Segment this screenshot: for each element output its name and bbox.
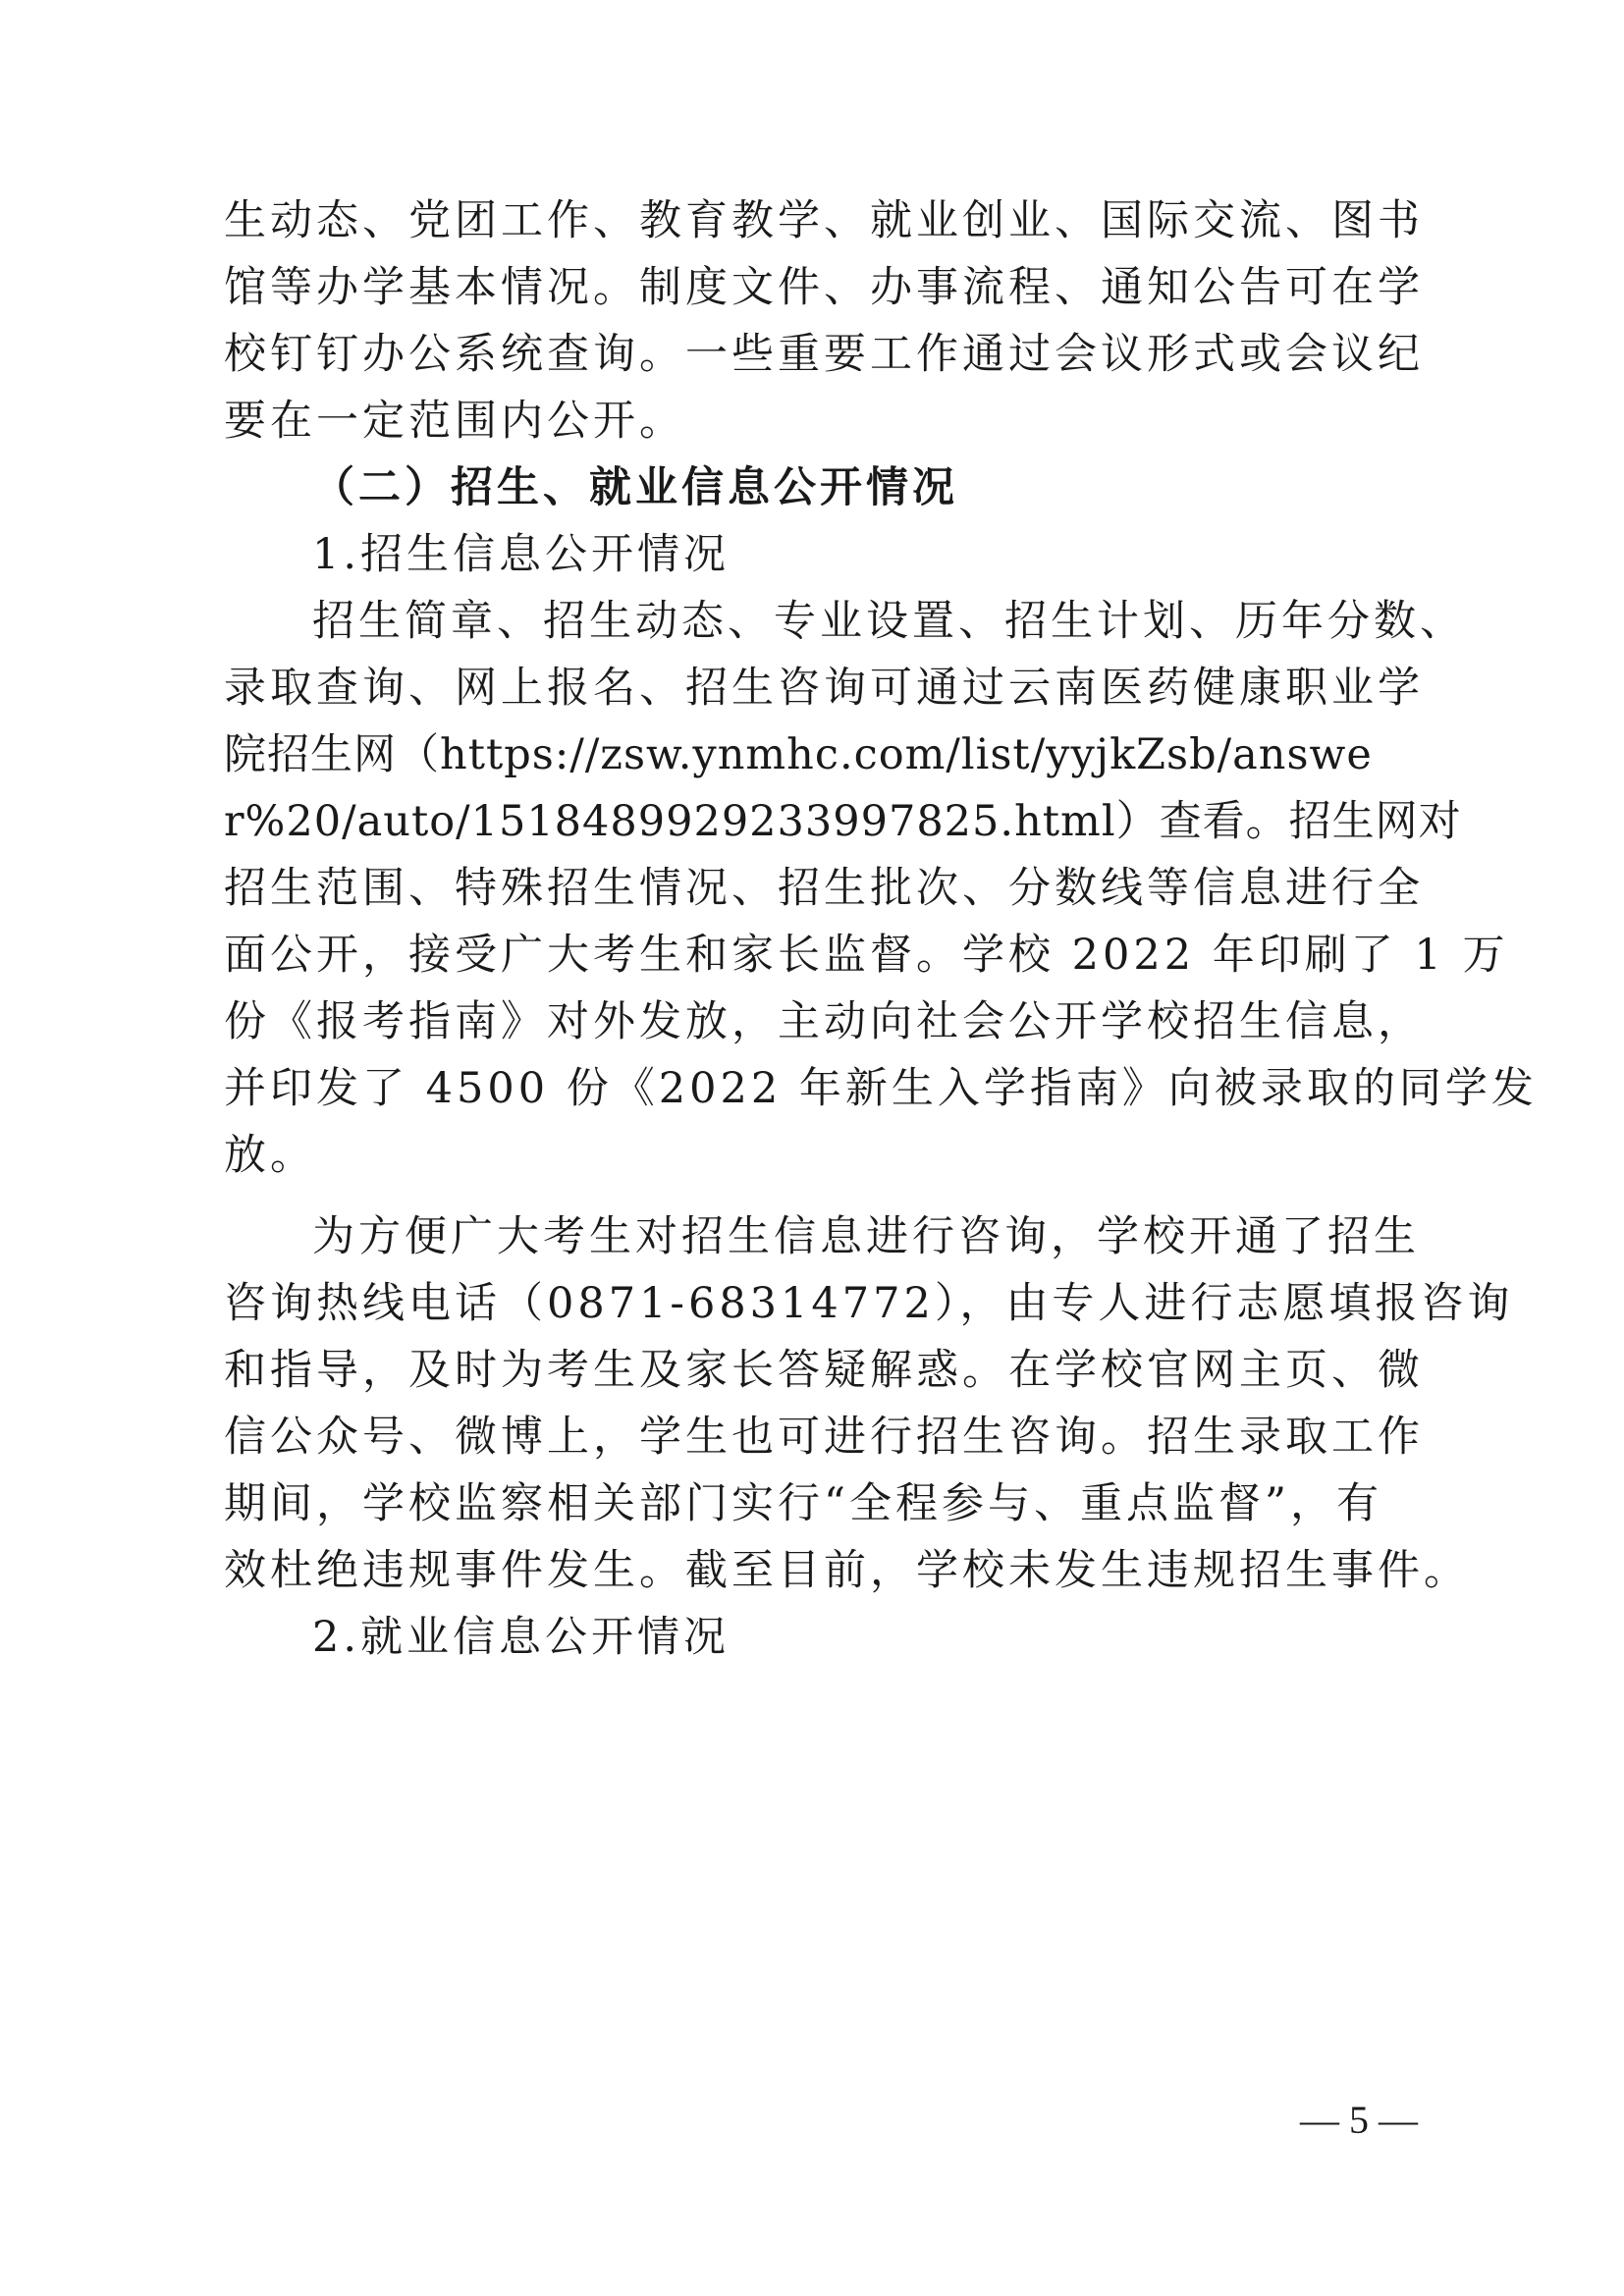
paragraph-line: 期间，学校监察相关部门实行“全程参与、重点监督”，有: [224, 1479, 1382, 1528]
paragraph-line: 为方便广大考生对招生信息进行咨询，学校开通了招生: [312, 1212, 1420, 1261]
paragraph-line: 效杜绝违规事件发生。截至目前，学校未发生违规招生事件。: [224, 1546, 1470, 1595]
page-number: — 5 —: [1300, 2098, 1418, 2142]
paragraph-line: 信公众号、微博上，学生也可进行招生咨询。招生录取工作: [224, 1413, 1424, 1462]
paragraph-line: 招生简章、招生动态、专业设置、招生计划、历年分数、: [312, 597, 1466, 646]
paragraph-line: 录取查询、网上报名、招生咨询可通过云南医药健康职业学: [224, 664, 1424, 713]
subsection-heading: 2.就业信息公开情况: [312, 1613, 731, 1662]
paragraph-line: 并印发了 4500 份《2022 年新生入学指南》向被录取的同学发: [224, 1064, 1538, 1113]
paragraph-line: 面公开，接受广大考生和家长监督。学校 2022 年印刷了 1 万: [224, 931, 1509, 980]
paragraph-line: 和指导，及时为考生及家长答疑解惑。在学校官网主页、微: [224, 1346, 1424, 1395]
paragraph-line: 要在一定范围内公开。: [224, 397, 685, 446]
paragraph-line: 咨询热线电话（0871-68314772），由专人进行志愿填报咨询: [224, 1279, 1514, 1328]
paragraph-line: 校钉钉办公系统查询。一些重要工作通过会议形式或会议纪: [224, 330, 1424, 379]
paragraph-line: 院招生网（https://zsw.ynmhc.com/list/yyjkZsb/answe: [224, 730, 1373, 779]
subsection-heading: 1.招生信息公开情况: [312, 530, 731, 579]
paragraph-line: 份《报考指南》对外发放，主动向社会公开学校招生信息，: [224, 997, 1424, 1046]
paragraph-line: r%20/auto/1518489929233997825.html）查看。招生网对: [224, 797, 1462, 846]
paragraph-line: 招生范围、特殊招生情况、招生批次、分数线等信息进行全: [224, 864, 1424, 913]
paragraph-line: 生动态、党团工作、教育教学、就业创业、国际交流、图书: [224, 196, 1424, 245]
paragraph-line: 馆等办学基本情况。制度文件、办事流程、通知公告可在学: [224, 263, 1424, 312]
paragraph-line: 放。: [224, 1131, 316, 1180]
section-heading: （二）招生、就业信息公开情况: [312, 463, 958, 512]
